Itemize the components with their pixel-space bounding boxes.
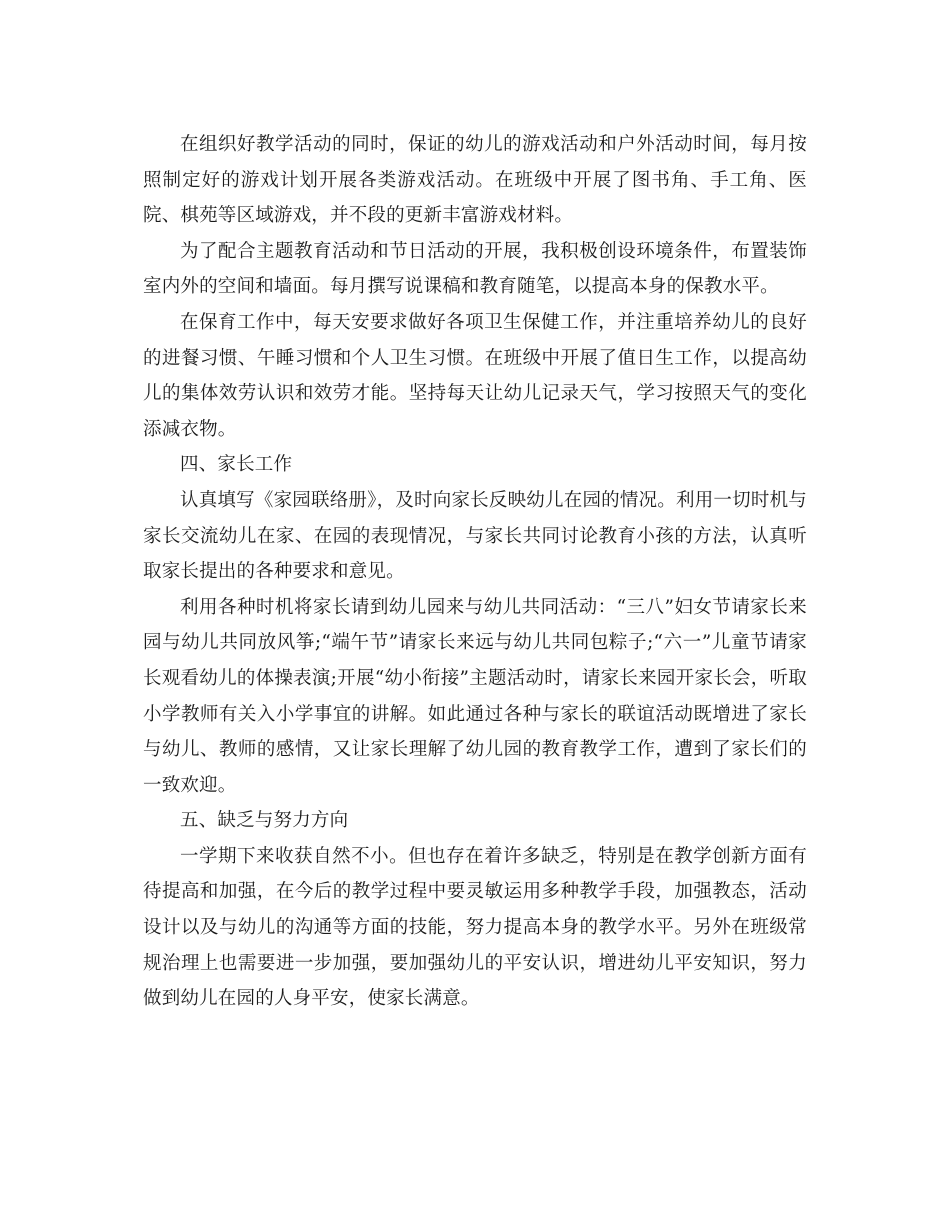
document-body [143, 127, 807, 1017]
paragraph-childcare: 在保育工作中，每天安要求做好各项卫生保健工作，并注重培养幼儿的良好的进餐习惯、午睡习惯和个人卫生习惯。在班级中开展了值日生工作，以提高幼儿的集体效劳认识和效劳才能。坚持每天让幼儿记录天气，学习按照天气的变化添减衣物。 [143, 311, 807, 440]
paragraph-parent-contact: 认真填写《家园联络册》，及时向家长反映幼儿在园的情况。利用一切时机与家长交流幼儿在家、在园的表现情况，与家长共同讨论教育小孩的方法，认真听取家长提出的各种要求和意见。 [143, 489, 807, 583]
paragraph-environment: 为了配合主题教育活动和节日活动的开展，我积极创设环境条件，布置装饰室内外的空间和墙面。每月撰写说课稿和教育随笔，以提高本身的保教水平。 [143, 240, 807, 298]
paragraph-game-activities: 在组织好教学活动的同时，保证的幼儿的游戏活动和户外活动时间，每月按照制定好的游戏计划开展各类游戏活动。在班级中开展了图书角、手工角、医院、棋苑等区域游戏，并不段的更新丰富游戏材料。 [143, 134, 807, 227]
paragraph-shortcomings: 一学期下来收获自然不小。但也存在着许多缺乏，特别是在教学创新方面有待提高和加强，在今后的教学过程中要灵敏运用多种教学手段，加强教态，活动设计以及与幼儿的沟通等方面的技能，努力提高本身的教学水平。另外在班级常规治理上也需要进一步加强，要加强幼儿的平安认识，增进幼儿平安知识，努力做到幼儿在园的人身平安，使家长满意。 [143, 845, 807, 1010]
section-heading-shortcomings: 五、缺乏与努力方向 [180, 810, 349, 832]
paragraph-parent-activities: 利用各种时机将家长请到幼儿园来与幼儿共同活动：“三八”妇女节请家长来园与幼儿共同放风筝;“端午节”请家长来远与幼儿共同包粽子;“六一”儿童节请家长观看幼儿的体操表演;开展“幼小衔接”主题活动时，请家长来园开家长会，听取小学教师有关入小学事宜的讲解。如此通过各种与家长的联谊活动既增进了家长与幼儿、教师的感情，又让家长理解了幼儿园的教育教学工作，遭到了家长们的一致欢迎。 [143, 596, 807, 796]
section-heading-parent-work: 四、家长工作 [180, 454, 293, 476]
